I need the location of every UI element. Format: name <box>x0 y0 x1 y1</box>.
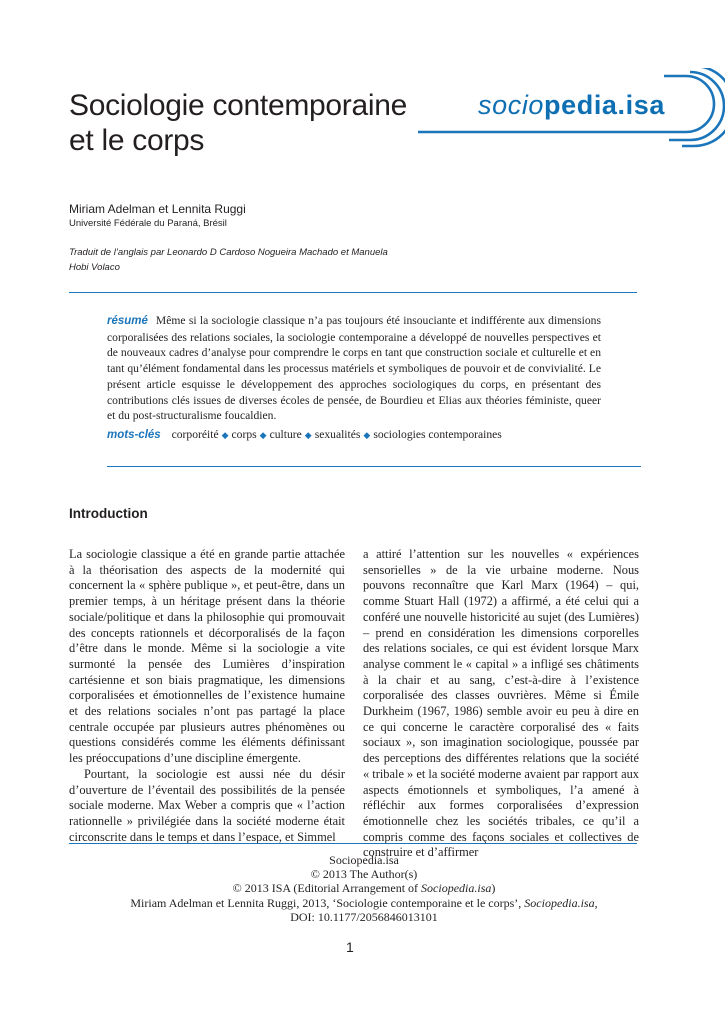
title-line-2: et le corps <box>69 124 205 157</box>
footer-citation-prefix: Miriam Adelman et Lennita Ruggi, 2013, ‘Sociologie contemporaine et le corps’, <box>130 895 525 910</box>
keyword-separator-icon: ◆ <box>259 430 267 440</box>
divider-footer <box>69 843 637 844</box>
footer-doi: DOI: 10.1177/2056846013101 <box>290 909 438 924</box>
keyword: corps <box>231 428 257 441</box>
divider-top <box>69 292 637 293</box>
paragraph: Pourtant, la sociologie est aussi née du désir d’ouverture de l’éventail des possibilités de la pensée sociale moderne. Max Weber a compris que « l’action rationnelle » privilégiée dans la société moderne était circonscrite dans le temps et dans l’espace, et Simmel <box>69 766 345 844</box>
footer-citation-suffix: , <box>594 895 598 910</box>
abstract-label: résumé <box>107 315 148 327</box>
sociopedia-logo <box>478 90 665 121</box>
section-heading: Introduction <box>69 506 148 521</box>
page-title <box>69 88 429 158</box>
authors: Miriam Adelman et Lennita Ruggi <box>69 202 246 216</box>
footer-citation-journal: Sociopedia.isa <box>524 895 595 910</box>
divider-abstract <box>107 466 641 467</box>
footer <box>69 853 659 924</box>
footer-copyright-isa <box>69 881 659 895</box>
abstract <box>107 313 601 424</box>
keyword: corporéité <box>171 428 219 441</box>
keyword: culture <box>269 428 302 441</box>
footer-copyright-isa-prefix: © 2013 ISA (Editorial Arrangement of <box>232 881 422 896</box>
keywords <box>107 428 607 441</box>
abstract-text: Même si la sociologie classique n’a pas toujours été insouciante et indifférente aux dimensions corporalisées des relations sociales, la sociologie contemporaine a développé de nouvelles perspectives et de nouveaux cadres d’analyse pour comprendre le corps en tant que construction sociale et culturelle et en tant qu’élément fondamental dans les processus matériels et symboliques de pouvoir et de convivialité. Le présent article esquisse le développement des approches sociologiques du corps, en présentant des contributions clés issues de diverses écoles de pensée, de Bourdieu et Elias aux théories féministe, queer et du post-structuralisme foucaldien. <box>107 314 601 423</box>
title-line-1: Sociologie contemporaine <box>69 89 408 122</box>
translator-note: Traduit de l’anglais par Leonardo D Cardoso Nogueira Machado et Manuela Hobi Volaco <box>69 247 388 273</box>
logo-part-2: pedia.isa <box>544 90 665 120</box>
logo-part-1: socio <box>478 90 545 120</box>
page-number: 1 <box>346 939 354 955</box>
footer-copyright-author: © 2013 The Author(s) <box>310 867 418 882</box>
text-column-right <box>363 547 639 861</box>
keyword: sociologies contemporaines <box>373 428 502 441</box>
affiliation: Université Fédérale du Paraná, Brésil <box>69 218 227 229</box>
footer-copyright-isa-journal: Sociopedia.isa <box>421 881 492 896</box>
text-column-left <box>69 547 345 845</box>
keywords-label: mots-clés <box>107 429 161 441</box>
keyword-separator-icon: ◆ <box>304 430 312 440</box>
footer-journal: Sociopedia.isa <box>329 853 399 867</box>
keyword-separator-icon: ◆ <box>363 430 371 440</box>
paragraph: La sociologie classique a été en grande partie attachée à la théorisation des aspects de la modernité qui concernent la « sphère publique », et peut-être, dans un premier temps, à un héritage présent dans la théorie sociale/politique et dans la philosophie qui promouvait des concepts rationnels et décorporalisés de la façon d’être dans le monde. Même si la sociologie a vite surmonté la pensée des Lumières d’inspiration cartésienne et son biais pragmatique, les dimensions corporalisées et émotionnelles de l’existence humaine et des relations sociales n’ont pas partagé la place centrale occupée par plusieurs autres phénomènes ou questions considérés comme les éléments définissant les préoccupations d’une discipline émergente. <box>69 547 345 766</box>
footer-citation <box>69 896 659 910</box>
keyword: sexualités <box>314 428 361 441</box>
paragraph: a attiré l’attention sur les nouvelles « expériences sensorielles » de la vie urbaine moderne. Nous pouvons reconnaître que Karl Marx (1964) – qui, comme Stuart Hall (1972) a affirmé, a été celui qui a conféré une nouvelle historicité au sujet (des Lumières) – prend en considération les dimensions corporelles des relations sociales, ce qui est évident lorsque Marx analyse comment le « capital » a infligé ses châtiments à la chair et au sang, c’est-à-dire à l’existence corporalisée des classes ouvrières. Même si Émile Durkheim (1967, 1986) semble avoir eu peu à dire en ce qui concerne le caractère corporalisé des « faits sociaux », son imagination sociologique, poussée par des perceptions des différentes relations que la société « tribale » et la société moderne avaient par rapport aux aspects émotionnels et symboliques, l’a amené à réfléchir aux formes corporalisées d’expression émotionnelle chez les sociétés tribales, ce qu’il a compris comme des façons sociales et collectives de construire et d’affirmer <box>363 547 639 860</box>
footer-copyright-isa-suffix: ) <box>491 881 496 896</box>
keyword-separator-icon: ◆ <box>221 430 229 440</box>
